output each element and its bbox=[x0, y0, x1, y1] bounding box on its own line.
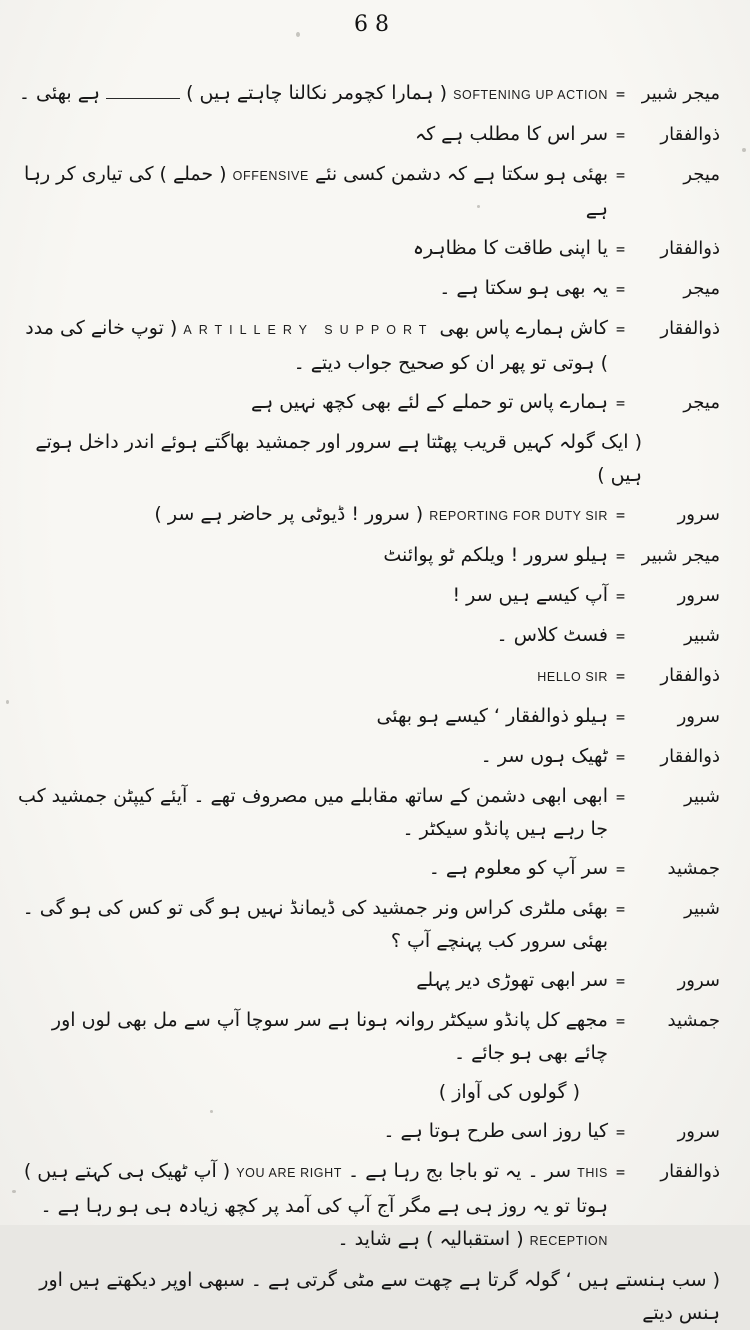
equals-sign: = bbox=[616, 1012, 626, 1030]
page-number: 68 bbox=[354, 12, 396, 37]
dialogue-text bbox=[14, 386, 614, 419]
urdu-text-segment: کیا روز اسی طرح ہوتا ہے ۔ bbox=[383, 1120, 608, 1142]
speaker-cell bbox=[614, 892, 720, 926]
urdu-text-segment: ( توپ خانے کی مدد ) ہوتی تو پھر ان کو صحیح جواب دیتے ۔ bbox=[25, 317, 608, 374]
dialogue-text bbox=[14, 158, 614, 226]
speaker-name: جمشید bbox=[667, 858, 720, 879]
speaker-name: سرور bbox=[677, 970, 720, 991]
english-text-segment: REPORTING FOR DUTY SIR bbox=[429, 509, 608, 523]
equals-sign: = bbox=[616, 860, 626, 878]
speaker-name: میجر bbox=[683, 164, 720, 185]
speaker-cell bbox=[614, 498, 720, 532]
scan-speck bbox=[296, 32, 300, 37]
speaker-cell bbox=[614, 539, 720, 573]
speaker-cell bbox=[614, 659, 720, 693]
urdu-text-segment: ہیلو ذوالفقار ‘ کیسے ہو بھئی bbox=[376, 705, 608, 727]
dialogue-line bbox=[14, 232, 720, 266]
speaker-name: سرور bbox=[677, 504, 720, 525]
speaker-name: ذوالفقار bbox=[660, 1161, 720, 1182]
urdu-text-segment: سر اس کا مطلب ہے کہ bbox=[414, 123, 608, 145]
dialogue-line bbox=[14, 892, 720, 958]
urdu-text-segment: سر ابھی تھوڑی دیر پہلے bbox=[416, 969, 608, 991]
speaker-name: ذوالفقار bbox=[660, 238, 720, 259]
english-text-segment: YOU ARE RIGHT bbox=[236, 1166, 342, 1180]
dialogue-text bbox=[14, 780, 614, 846]
urdu-text-segment: آپ کیسے ہیں سر ! bbox=[452, 584, 608, 606]
equals-sign: = bbox=[616, 547, 626, 565]
stage-direction bbox=[14, 1076, 720, 1109]
dialogue-text bbox=[14, 659, 614, 694]
speaker-name: میجر bbox=[683, 392, 720, 413]
speaker-cell bbox=[614, 1155, 720, 1189]
equals-sign: = bbox=[616, 667, 626, 685]
equals-sign: = bbox=[616, 126, 626, 144]
urdu-text-segment: سر آپ کو معلوم ہے ۔ bbox=[428, 857, 608, 879]
equals-sign: = bbox=[616, 1163, 626, 1181]
dialogue-line bbox=[14, 579, 720, 613]
scan-speck bbox=[12, 1190, 16, 1193]
equals-sign: = bbox=[616, 320, 626, 338]
scan-speck bbox=[6, 700, 9, 704]
urdu-text-segment: سر ۔ یہ تو باجا بج رہا ہے ۔ bbox=[348, 1160, 572, 1182]
scan-speck bbox=[742, 148, 746, 152]
scan-speck bbox=[477, 205, 480, 208]
speaker-cell bbox=[614, 1115, 720, 1149]
dialogue-line bbox=[14, 118, 720, 152]
urdu-text-segment: مجھے کل پانڈو سیکٹر روانہ ہونا ہے سر سوچا آپ سے مل بھی لوں اور چائے بھی ہو جائے ۔ bbox=[51, 1009, 608, 1064]
equals-sign: = bbox=[616, 627, 626, 645]
speaker-cell bbox=[614, 118, 720, 152]
urdu-text-segment: فسٹ کلاس ۔ bbox=[496, 624, 608, 646]
english-text-segment: ARTILLERY SUPPORT bbox=[183, 323, 434, 337]
dialogue-line bbox=[14, 1004, 720, 1070]
urdu-text-segment: یہ بھی ہو سکتا ہے ۔ bbox=[439, 277, 608, 299]
equals-sign: = bbox=[616, 708, 626, 726]
equals-sign: = bbox=[616, 166, 626, 184]
equals-sign: = bbox=[616, 587, 626, 605]
speaker-name: ذوالفقار bbox=[660, 665, 720, 686]
dialogue-text bbox=[14, 118, 614, 151]
equals-sign: = bbox=[616, 85, 626, 103]
dialogue-line bbox=[14, 700, 720, 734]
speaker-name: میجر شبیر bbox=[641, 545, 720, 566]
dialogue-text bbox=[14, 312, 614, 380]
stage-direction bbox=[14, 426, 720, 492]
urdu-text-segment: ابھی ابھی دشمن کے ساتھ مقابلے میں مصروف تھے ۔ آیئے کیپٹن جمشید کب جا رہے ہیں پانڈو سیکٹر ۔ bbox=[17, 785, 608, 840]
speaker-cell bbox=[614, 619, 720, 653]
speaker-name: ذوالفقار bbox=[660, 124, 720, 145]
speaker-name: شبیر bbox=[684, 898, 720, 919]
speaker-cell bbox=[614, 964, 720, 998]
dialogue-line bbox=[14, 272, 720, 306]
dialogue-line bbox=[14, 158, 720, 226]
urdu-text-segment: ( حملے ) کی تیاری کر رہا ہے bbox=[24, 163, 608, 220]
urdu-text-segment: بھئی ہو سکتا ہے کہ دشمن کسی نئے bbox=[314, 163, 608, 185]
english-text-segment: THIS bbox=[577, 1166, 608, 1180]
dialogue-text bbox=[14, 498, 614, 533]
stage-text bbox=[39, 1269, 720, 1324]
dialogue-text bbox=[14, 272, 614, 305]
urdu-text-segment: کاش ہمارے پاس بھی bbox=[439, 317, 608, 339]
dialogue-line bbox=[14, 852, 720, 886]
english-text-segment: OFFENSIVE bbox=[232, 169, 309, 183]
urdu-text-segment: ( استقبالیہ ) ہے شاید ۔ bbox=[337, 1228, 524, 1250]
dialogue-line bbox=[14, 659, 720, 694]
dialogue-line bbox=[14, 312, 720, 380]
dialogue-line bbox=[14, 964, 720, 998]
equals-sign: = bbox=[616, 788, 626, 806]
urdu-text-segment: ٹھیک ہوں سر ۔ bbox=[480, 745, 608, 767]
urdu-text-segment: ( سرور ! ڈیوٹی پر حاضر ہے سر ) bbox=[154, 503, 424, 525]
dialogue-text bbox=[14, 232, 614, 265]
speaker-cell bbox=[614, 780, 720, 814]
speaker-name: سرور bbox=[677, 706, 720, 727]
stage-text bbox=[439, 1081, 580, 1103]
equals-sign: = bbox=[616, 748, 626, 766]
stage-text bbox=[35, 431, 642, 486]
dialogue-text bbox=[14, 740, 614, 773]
dialogue-text bbox=[14, 539, 614, 572]
dialogue-line bbox=[14, 498, 720, 533]
dialogue-text bbox=[14, 700, 614, 733]
speaker-cell bbox=[614, 700, 720, 734]
equals-sign: = bbox=[616, 280, 626, 298]
dialogue-line bbox=[14, 386, 720, 420]
dialogue-text bbox=[14, 964, 614, 997]
script-body bbox=[0, 37, 750, 1330]
equals-sign: = bbox=[616, 972, 626, 990]
speaker-name: شبیر bbox=[684, 786, 720, 807]
speaker-cell bbox=[614, 272, 720, 306]
speaker-cell bbox=[614, 232, 720, 266]
dialogue-line bbox=[14, 539, 720, 573]
speaker-cell bbox=[614, 77, 720, 111]
dialogue-line bbox=[14, 1115, 720, 1149]
dialogue-text bbox=[14, 1155, 614, 1258]
speaker-name: ذوالفقار bbox=[660, 746, 720, 767]
scan-speck bbox=[210, 1110, 213, 1113]
equals-sign: = bbox=[616, 506, 626, 524]
dialogue-text bbox=[14, 892, 614, 958]
speaker-cell bbox=[614, 579, 720, 613]
speaker-cell bbox=[614, 158, 720, 192]
dialogue-line bbox=[14, 780, 720, 846]
speaker-name: سرور bbox=[677, 1121, 720, 1142]
dialogue-line bbox=[14, 77, 720, 112]
english-text-segment: SOFTENING UP ACTION bbox=[453, 88, 608, 102]
dialogue-line bbox=[14, 740, 720, 774]
dialogue-text bbox=[14, 1004, 614, 1070]
urdu-text-segment: ( ایک گولہ کہیں قریب پھٹتا ہے سرور اور جمشید بھاگتے ہوئے اندر داخل ہوتے ہیں ) bbox=[35, 431, 642, 486]
blank-underline bbox=[106, 96, 180, 99]
speaker-cell bbox=[614, 386, 720, 420]
speaker-cell bbox=[614, 740, 720, 774]
stage-direction bbox=[14, 1264, 720, 1330]
speaker-name: میجر شبیر bbox=[641, 83, 720, 104]
dialogue-text bbox=[14, 1115, 614, 1148]
dialogue-text bbox=[14, 852, 614, 885]
dialogue-text bbox=[14, 579, 614, 612]
english-text-segment: HELLO SIR bbox=[537, 670, 608, 684]
urdu-text-segment: یا اپنی طاقت کا مظاہرہ bbox=[412, 237, 608, 259]
dialogue-text bbox=[14, 77, 614, 112]
dialogue-line bbox=[14, 1155, 720, 1258]
urdu-text-segment: ( گولوں کی آواز ) bbox=[438, 1081, 580, 1103]
urdu-text-segment: ( سب ہنستے ہیں ‘ گولہ گرتا ہے چھت سے مٹی گرتی ہے ۔ سبھی اوپر دیکھتے ہیں اور ہنس دیتے bbox=[39, 1269, 720, 1324]
speaker-cell bbox=[614, 312, 720, 346]
speaker-name: ذوالفقار bbox=[660, 318, 720, 339]
english-text-segment: RECEPTION bbox=[529, 1234, 608, 1248]
dialogue-text bbox=[14, 619, 614, 652]
urdu-text-segment: ہمارے پاس تو حملے کے لئے بھی کچھ نہیں ہے bbox=[250, 391, 608, 413]
equals-sign: = bbox=[616, 1123, 626, 1141]
urdu-text-segment: ہے بھئی ۔ bbox=[18, 82, 100, 104]
speaker-cell bbox=[614, 852, 720, 886]
urdu-text-segment: بھئی ملٹری کراس ونر جمشید کی ڈیمانڈ نہیں ہو گی تو کس کی ہو گی ۔ بھئی سرور کب پہنچے آپ ؟ bbox=[22, 897, 608, 952]
speaker-name: میجر bbox=[683, 278, 720, 299]
urdu-text-segment: ( ہمارا کچومر نکالنا چاہتے ہیں ) bbox=[186, 82, 448, 104]
equals-sign: = bbox=[616, 394, 626, 412]
speaker-name: جمشید bbox=[667, 1010, 720, 1031]
equals-sign: = bbox=[616, 240, 626, 258]
equals-sign: = bbox=[616, 900, 626, 918]
speaker-name: سرور bbox=[677, 585, 720, 606]
speaker-name: شبیر bbox=[684, 625, 720, 646]
urdu-text-segment: ( آپ ٹھیک ہی کہتے ہیں ) ہوتا تو یہ روز ہی ہے مگر آج آپ کی آمد پر کچھ زیادہ ہی ہو رہا ہے ۔ bbox=[23, 1160, 608, 1217]
speaker-cell bbox=[614, 1004, 720, 1038]
dialogue-line bbox=[14, 619, 720, 653]
urdu-text-segment: ہیلو سرور ! ویلکم ٹو پوائنٹ bbox=[383, 544, 608, 566]
